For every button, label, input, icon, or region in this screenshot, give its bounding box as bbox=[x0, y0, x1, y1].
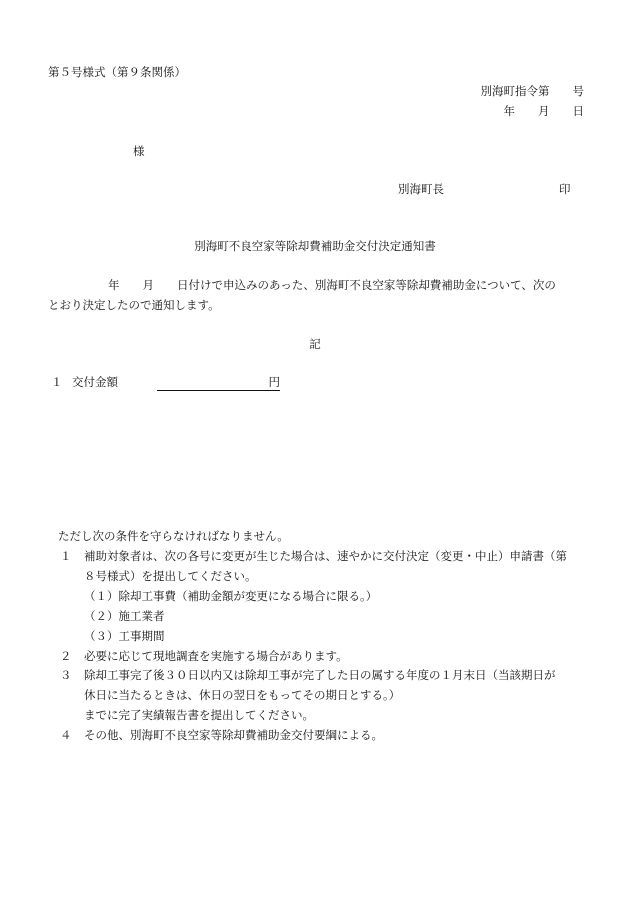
condition-2-number: ２ bbox=[60, 649, 72, 663]
condition-3-number: ３ bbox=[60, 668, 72, 682]
conditions-intro: ただし次の条件を守らなければなりません。 bbox=[58, 529, 289, 543]
issue-date: 年 月 日 bbox=[503, 104, 584, 118]
sender-title: 別海町長 bbox=[398, 182, 444, 196]
amount-label: 交付金額 bbox=[72, 375, 118, 389]
condition-1-subitem-2: （２）施工業者 bbox=[84, 609, 165, 623]
condition-3-line-2: 休日に当たるときは、休日の翌日をもってその期日とする。） bbox=[84, 688, 401, 702]
condition-1-line-1: 補助対象者は、次の各号に変更が生じた場合は、速やかに交付決定（変更・中止）申請書（第 bbox=[84, 549, 567, 563]
seal-mark: 印 bbox=[559, 182, 571, 196]
condition-3-line-3: までに完了実績報告書を提出してください。 bbox=[84, 708, 314, 722]
condition-4-number: ４ bbox=[60, 728, 72, 742]
condition-1-subitem-3: （３）工事期間 bbox=[84, 629, 165, 643]
condition-3-line-1: 除却工事完了後３０日以内又は除却工事が完了した日の属する年度の１月末日（当該期日が bbox=[84, 668, 556, 682]
ki-heading: 記 bbox=[309, 337, 321, 351]
condition-2-line-1: 必要に応じて現地調査を実施する場合があります。 bbox=[84, 649, 348, 663]
condition-4-line-1: その他、別海町不良空家等除却費補助金交付要綱による。 bbox=[84, 728, 383, 742]
condition-1-number: １ bbox=[60, 549, 72, 563]
condition-1-line-2: ８号様式）を提出してください。 bbox=[84, 569, 257, 583]
form-label: 第５号様式（第９条関係） bbox=[48, 65, 186, 79]
recipient-honorific: 様 bbox=[133, 144, 145, 158]
amount-unit: 円 bbox=[157, 377, 280, 391]
amount-field bbox=[157, 377, 280, 391]
reference-number: 別海町指令第 号 bbox=[480, 84, 584, 98]
body-line-2: とおり決定したので通知します。 bbox=[48, 298, 220, 312]
amount-number: １ bbox=[51, 375, 63, 389]
body-line-1: 年 月 日付けで申込みのあった、別海町不良空家等除却費補助金について、次の bbox=[108, 278, 556, 292]
condition-1-subitem-1: （１）除却工事費（補助金額が変更になる場合に限る。） bbox=[84, 589, 378, 603]
document-title: 別海町不良空家等除却費補助金交付決定通知書 bbox=[194, 239, 436, 253]
